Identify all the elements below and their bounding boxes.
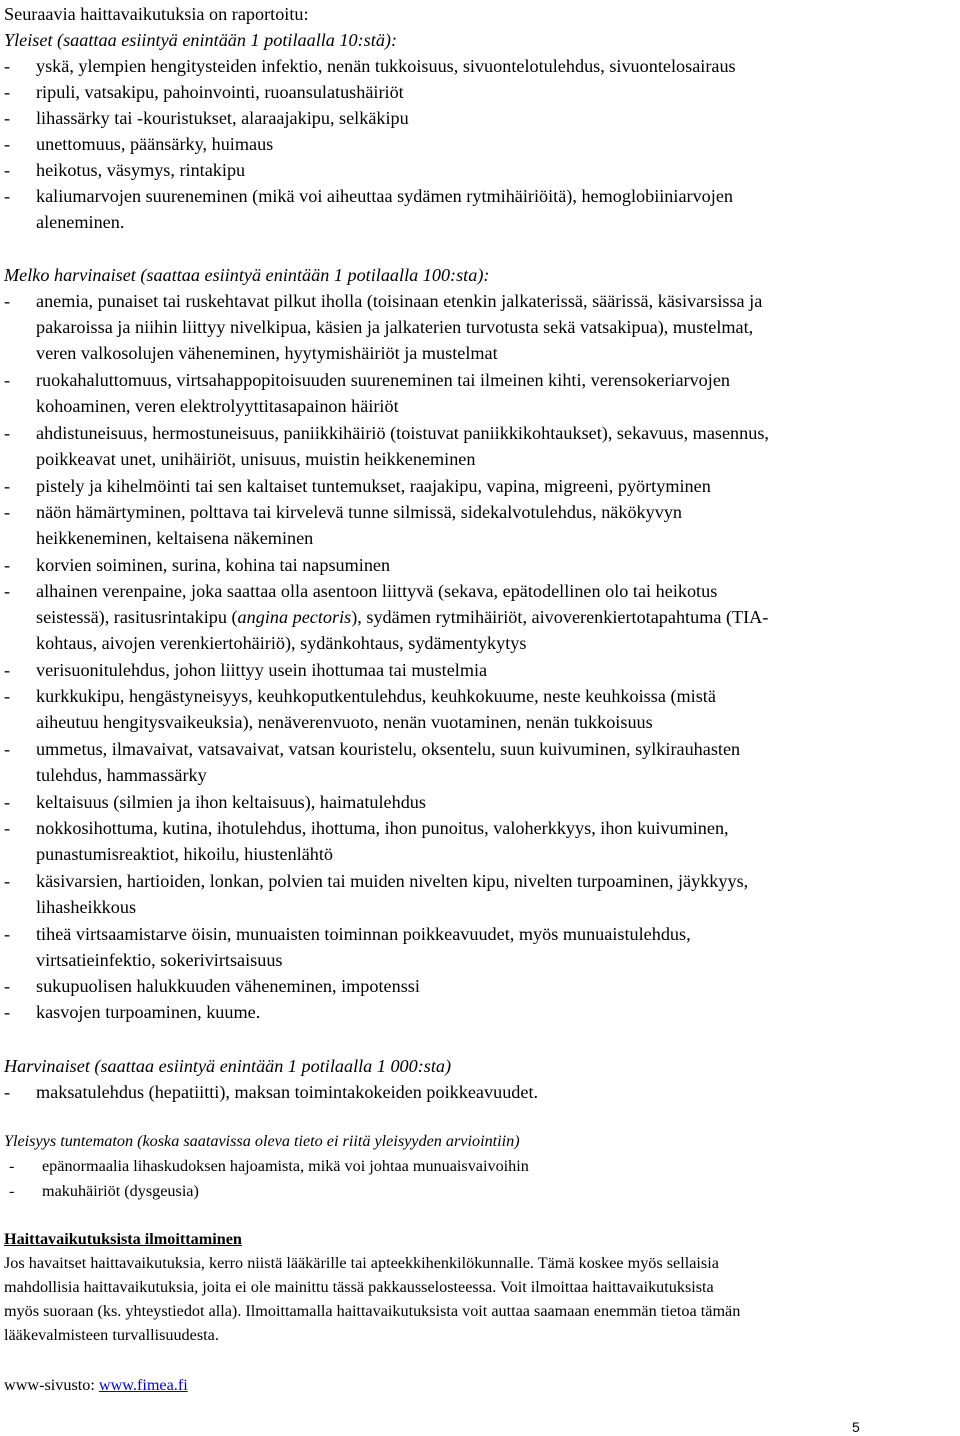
list-dash: - xyxy=(4,581,11,601)
list-dash: - xyxy=(4,423,11,443)
list-dash: - xyxy=(4,660,11,680)
list-dash: - xyxy=(4,555,11,575)
list-dash: - xyxy=(4,871,11,891)
list-item: lihassärky tai -kouristukset, alaraajakipu, selkäkipu xyxy=(36,108,409,128)
reporting-paragraph-line: Jos havaitset haittavaikutuksia, kerro niistä lääkärille tai apteekkihenkilökunnalle. Tämä koskee myös sellaisia xyxy=(4,1254,719,1272)
uncommon-heading: Melko harvinaiset (saattaa esiintyä enintään 1 potilaalla 100:sta): xyxy=(4,265,490,285)
list-item: unettomuus, päänsärky, huimaus xyxy=(36,134,274,154)
list-item-continuation: lihasheikkous xyxy=(36,897,137,917)
list-item: maksatulehdus (hepatiitti), maksan toimintakokeiden poikkeavuudet. xyxy=(36,1082,539,1102)
list-item: korvien soiminen, surina, kohina tai napsuminen xyxy=(36,555,391,575)
common-heading: Yleiset (saattaa esiintyä enintään 1 potilaalla 10:stä): xyxy=(4,30,398,50)
website-label: www-sivusto: xyxy=(4,1376,99,1394)
list-item: verisuonitulehdus, johon liittyy usein ihottumaa tai mustelmia xyxy=(36,660,488,680)
website-line xyxy=(4,1375,188,1395)
list-item-continuation: pakaroissa ja niihin liittyy nivelkipua, käsien ja jalkaterien turvotusta sekä vatsakipua), mustelmat, xyxy=(36,317,754,337)
list-dash: - xyxy=(4,1082,11,1102)
list-item: kasvojen turpoaminen, kuume. xyxy=(36,1002,261,1022)
list-dash: - xyxy=(4,370,11,390)
list-item: pistely ja kihelmöinti tai sen kaltaiset tuntemukset, raajakipu, vapina, migreeni, pyörtyminen xyxy=(36,476,711,496)
list-item-continuation: kohtaus, aivojen verenkiertohäiriö), sydänkohtaus, sydämentykytys xyxy=(36,633,527,653)
list-item: näön hämärtyminen, polttava tai kirvelevä tunne silmissä, sidekalvotulehdus, näkökyvyn xyxy=(36,502,683,522)
angina-italic: angina pectoris xyxy=(237,607,352,627)
list-item-continuation: veren valkosolujen väheneminen, hyytymishäiriöt ja mustelmat xyxy=(36,343,498,363)
list-item: yskä, ylempien hengitysteiden infektio, nenän tukkoisuus, sivuontelotulehdus, sivuontelosairaus xyxy=(36,56,736,76)
list-item-continuation: heikkeneminen, keltaisena näkeminen xyxy=(36,528,314,548)
list-dash: - xyxy=(4,739,11,759)
list-dash: - xyxy=(4,924,11,944)
reporting-paragraph-line: lääkevalmisteen turvallisuudesta. xyxy=(4,1326,219,1344)
list-item-continuation: virtsatieinfektio, sokerivirtsaisuus xyxy=(36,950,283,970)
angina-before: seistessä), rasitusrintakipu ( xyxy=(36,607,238,627)
reporting-paragraph-line: myös suoraan (ks. yhteystiedot alla). Ilmoittamalla haittavaikutuksista voit auttaa saamaan enemmän tietoa tämän xyxy=(4,1302,741,1320)
list-item: makuhäiriöt (dysgeusia) xyxy=(42,1182,199,1200)
unknown-heading: Yleisyys tuntematon (koska saatavissa oleva tieto ei riitä yleisyyden arviointiin) xyxy=(4,1132,520,1150)
list-dash: - xyxy=(4,56,11,76)
list-item-continuation: kohoaminen, veren elektrolyyttitasapainon häiriöt xyxy=(36,396,399,416)
list-dash: - xyxy=(4,1002,11,1022)
list-item: ripuli, vatsakipu, pahoinvointi, ruoansulatushäiriöt xyxy=(36,82,404,102)
list-dash: - xyxy=(9,1157,15,1175)
fimea-link[interactable]: www.fimea.fi xyxy=(98,1376,188,1394)
reporting-heading: Haittavaikutuksista ilmoittaminen xyxy=(4,1230,242,1248)
list-dash: - xyxy=(4,108,11,128)
list-item: tiheä virtsaamistarve öisin, munuaisten toiminnan poikkeavuudet, myös munuaistulehdus, xyxy=(36,924,691,944)
list-dash: - xyxy=(4,792,11,812)
list-dash: - xyxy=(4,82,11,102)
list-item: epänormaalia lihaskudoksen hajoamista, mikä voi johtaa munuaisvaivoihin xyxy=(42,1157,529,1175)
angina-after: ), sydämen rytmihäiriöt, aivoverenkiertotapahtuma (TIA- xyxy=(351,607,769,627)
list-dash: - xyxy=(4,291,11,311)
list-dash: - xyxy=(4,818,11,838)
list-item-continuation: aiheutuu hengitysvaikeuksia), nenäverenvuoto, nenän vuotaminen, nenän tukkoisuus xyxy=(36,712,653,732)
list-item: kaliumarvojen suureneminen (mikä voi aiheuttaa sydämen rytmihäiriöitä), hemoglobiiniarvojen xyxy=(36,186,733,206)
list-dash: - xyxy=(4,686,11,706)
reporting-paragraph-line: mahdollisia haittavaikutuksia, joita ei ole mainittu tässä pakkausselosteessa. Voit ilmoittaa haittavaikutuksista xyxy=(4,1278,714,1296)
rare-heading: Harvinaiset (saattaa esiintyä enintään 1 potilaalla 1 000:sta) xyxy=(4,1056,452,1076)
list-item-continuation: tulehdus, hammassärky xyxy=(36,765,207,785)
intro-text: Seuraavia haittavaikutuksia on raportoitu: xyxy=(4,4,309,24)
list-dash: - xyxy=(4,476,11,496)
list-item: sukupuolisen halukkuuden väheneminen, impotenssi xyxy=(36,976,420,996)
list-item-continuation: aleneminen. xyxy=(36,212,125,232)
list-item: kurkkukipu, hengästyneisyys, keuhkoputkentulehdus, keuhkokuume, neste keuhkoissa (mistä xyxy=(36,686,716,706)
list-dash: - xyxy=(4,502,11,522)
list-dash: - xyxy=(9,1182,15,1200)
list-dash: - xyxy=(4,186,11,206)
list-item: käsivarsien, hartioiden, lonkan, polvien tai muiden nivelten kipu, nivelten turpoaminen, jäykkyys, xyxy=(36,871,749,891)
list-item-continuation: poikkeavat unet, unihäiriöt, unisuus, muistin heikkeneminen xyxy=(36,449,476,469)
list-item: ahdistuneisuus, hermostuneisuus, paniikkihäiriö (toistuvat paniikkikohtaukset), sekavuus, masennus, xyxy=(36,423,769,443)
list-item-continuation: punastumisreaktiot, hikoilu, hiustenlähtö xyxy=(36,844,334,864)
list-item: ummetus, ilmavaivat, vatsavaivat, vatsan kouristelu, oksentelu, suun kuivuminen, sylkirauhasten xyxy=(36,739,741,759)
list-dash: - xyxy=(4,976,11,996)
page-number: 5 xyxy=(852,1419,860,1435)
list-item: ruokahaluttomuus, virtsahappopitoisuuden suureneminen tai ilmeinen kihti, verensokeriarvojen xyxy=(36,370,730,390)
list-item: heikotus, väsymys, rintakipu xyxy=(36,160,246,180)
list-item: alhainen verenpaine, joka saattaa olla asentoon liittyvä (sekava, epätodellinen olo tai heikotus xyxy=(36,581,718,601)
list-item-continuation xyxy=(36,606,768,628)
list-item: keltaisuus (silmien ja ihon keltaisuus), haimatulehdus xyxy=(36,792,426,812)
list-item: nokkosihottuma, kutina, ihotulehdus, ihottuma, ihon punoitus, valoherkkyys, ihon kuivuminen, xyxy=(36,818,729,838)
list-dash: - xyxy=(4,160,11,180)
list-item: anemia, punaiset tai ruskehtavat pilkut iholla (toisinaan etenkin jalkaterissä, säärissä, käsivarsissa ja xyxy=(36,291,763,311)
list-dash: - xyxy=(4,134,11,154)
